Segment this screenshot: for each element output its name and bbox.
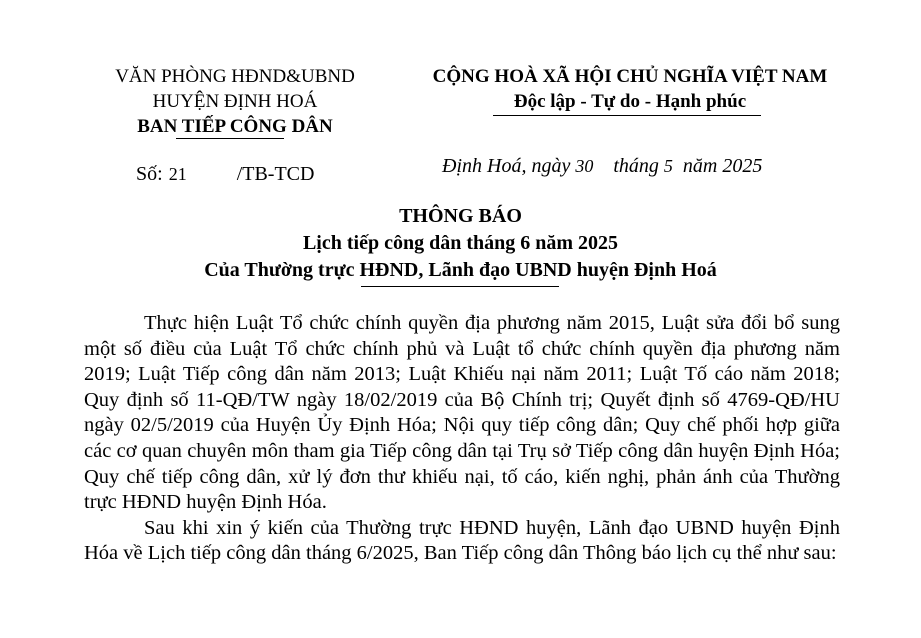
document-number	[136, 163, 314, 186]
org-line-3: BAN TIẾP CÔNG DÂN	[137, 116, 333, 137]
body-paragraph-2: Sau khi xin ý kiến của Thường trực HĐND huyện, Lãnh đạo UBND huyện Định Hóa về Lịch tiếp công dân tháng 6/2025, Ban Tiếp công dân Thông báo lịch cụ thể như sau:	[84, 516, 840, 565]
date-month: 5	[663, 156, 673, 176]
document-body	[84, 311, 840, 567]
national-motto: Độc lập - Tự do - Hạnh phúc	[513, 91, 747, 112]
issuing-organization	[90, 64, 380, 139]
org-line-1: VĂN PHÒNG HĐND&UBND	[115, 66, 355, 87]
date-place-prefix: Định Hoá, ngày	[442, 155, 571, 177]
org-underline	[176, 138, 284, 139]
date-year-word: năm	[682, 155, 718, 177]
org-line-2: HUYỆN ĐỊNH HOÁ	[152, 91, 318, 112]
nation-title: CỘNG HOÀ XÃ HỘI CHỦ NGHĨA VIỆT NAM	[432, 66, 828, 87]
date-month-word: tháng	[613, 155, 659, 177]
body-paragraph-1: Thực hiện Luật Tổ chức chính quyền địa phương năm 2015, Luật sửa đổi bổ sung một số điều của Luật Tổ chức chính phủ và Luật tổ chức chính quyền địa phương năm 2019; Luật Tiếp công dân năm 2013; Luật Khiếu nại năm 2011; Luật Tố cáo năm 2018; Quy định số 11-QĐ/TW ngày 18/02/2019 của Bộ Chính trị; Quyết định số 4769-QĐ/HU ngày 02/5/2019 của Huyện Ủy Định Hóa; Nội quy tiếp công dân; Quy chế phối hợp giữa các cơ quan chuyên môn tham gia Tiếp công dân tại Trụ sở Tiếp công dân huyện Định Hóa; Quy chế tiếp công dân, xử lý đơn thư khiếu nại, tố cáo, kiến nghị, phản ánh của Thường trực HĐND huyện Định Hóa.	[84, 312, 840, 514]
date-line	[442, 155, 762, 178]
title-line-2: Lịch tiếp công dân tháng 6 năm 2025	[302, 232, 619, 254]
document-title	[0, 203, 921, 284]
date-year: 2025	[722, 155, 763, 177]
date-day: 30	[575, 156, 594, 176]
doc-number-suffix: /TB-TCD	[236, 163, 315, 185]
title-line-1: THÔNG BÁO	[399, 205, 522, 227]
title-underline	[361, 286, 559, 287]
doc-number-value: 21	[168, 164, 187, 184]
motto-underline	[493, 115, 761, 116]
national-header	[390, 64, 870, 114]
title-line-3: Của Thường trực HĐND, Lãnh đạo UBND huyện Định Hoá	[204, 259, 717, 281]
doc-number-prefix: Số:	[136, 163, 163, 185]
